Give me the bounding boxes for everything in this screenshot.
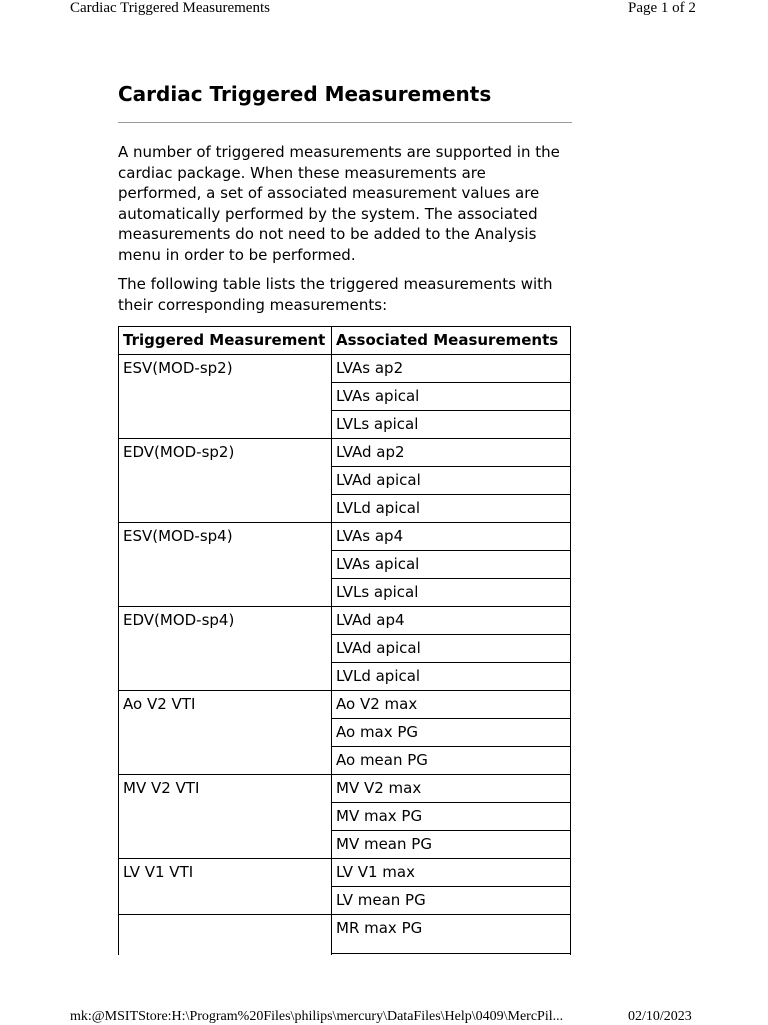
associated-cell: MV mean PG <box>332 831 571 859</box>
table-row <box>119 915 571 954</box>
associated-cell: LVAd apical <box>332 467 571 495</box>
associated-cell: MV V2 max <box>332 775 571 803</box>
table-row <box>119 439 571 467</box>
measurements-table <box>118 326 571 982</box>
table-header-row <box>119 327 571 355</box>
triggered-cell: EDV(MOD-sp2) <box>119 439 332 523</box>
associated-cell: LV mean PG <box>332 887 571 915</box>
associated-cell: Ao V2 max <box>332 691 571 719</box>
footer-path: mk:@MSITStore:H:\Program%20Files\philips\mercury\DataFiles\Help\0409\MercPil... <box>70 1009 564 1024</box>
table-row <box>119 775 571 803</box>
triggered-cell: Ao V2 VTI <box>119 691 332 775</box>
triggered-cell: ESV(MOD-sp4) <box>119 523 332 607</box>
associated-cell: LVAd ap4 <box>332 607 571 635</box>
table-row <box>119 859 571 887</box>
associated-cell: LVAs apical <box>332 551 571 579</box>
triggered-cell: LV V1 VTI <box>119 859 332 915</box>
heading-divider <box>118 122 572 123</box>
associated-cell: LV V1 max <box>332 859 571 887</box>
associated-cell: Ao max PG <box>332 719 571 747</box>
header-title: Cardiac Triggered Measurements <box>70 0 270 16</box>
column-header-associated: Associated Measurements <box>332 327 571 355</box>
footer-date: 02/10/2023 <box>628 1009 692 1024</box>
table-body <box>119 355 571 982</box>
associated-cell: LVAs ap4 <box>332 523 571 551</box>
associated-cell: LVAs ap2 <box>332 355 571 383</box>
associated-cell: LVLs apical <box>332 411 571 439</box>
associated-cell: LVLd apical <box>332 495 571 523</box>
document-body <box>118 80 574 982</box>
page-title: Cardiac Triggered Measurements <box>118 82 492 106</box>
page-number: Page 1 of 2 <box>628 0 696 16</box>
associated-cell: LVLs apical <box>332 579 571 607</box>
column-header-triggered: Triggered Measurement <box>119 327 332 355</box>
associated-cell: Ao mean PG <box>332 747 571 775</box>
triggered-cell: ESV(MOD-sp2) <box>119 355 332 439</box>
table-row <box>119 691 571 719</box>
associated-cell: LVLd apical <box>332 663 571 691</box>
intro-paragraph: A number of triggered measurements are supported in the cardiac package. When these measurements are performed, a set of associated measurement values are automatically performed by the system. The associated measurements do not need to be added to the Analysis menu in order to be performed. <box>118 143 560 264</box>
associated-cell: LVAd apical <box>332 635 571 663</box>
table-row <box>119 607 571 635</box>
associated-cell: LVAs apical <box>332 383 571 411</box>
associated-cell: LVAd ap2 <box>332 439 571 467</box>
table-intro-paragraph: The following table lists the triggered measurements with their corresponding measurements: <box>118 275 553 314</box>
table-row <box>119 523 571 551</box>
triggered-cell: MV V2 VTI <box>119 775 332 859</box>
table-row <box>119 355 571 383</box>
associated-cell: MV max PG <box>332 803 571 831</box>
triggered-cell: EDV(MOD-sp4) <box>119 607 332 691</box>
associated-cell: MR max PG <box>332 915 571 954</box>
